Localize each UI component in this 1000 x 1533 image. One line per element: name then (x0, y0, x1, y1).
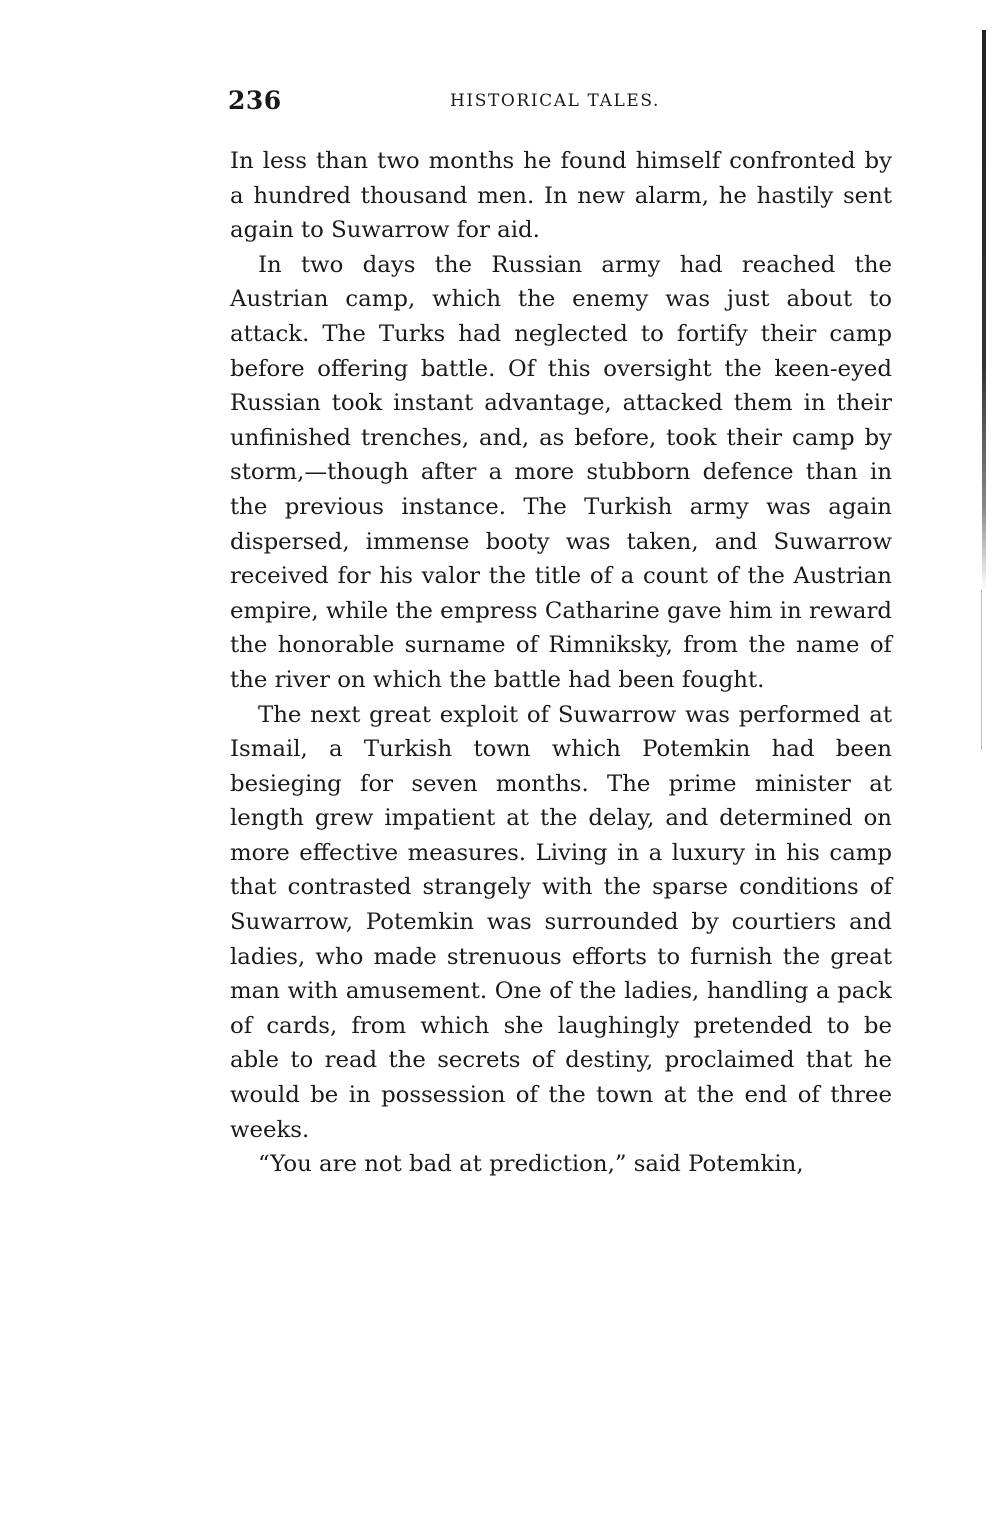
paragraph-4: “You are not bad at prediction,” said Potemkin, (258, 1151, 804, 1178)
body-text (230, 144, 892, 1182)
paragraph-3: The next great exploit of Suwarrow was performed at Ismail, a Turkish town which Potemkin had been besieging for seven months. The prime minister at length grew impatient at the delay, and determined on more effective measures. Living in a luxury in his camp that contrasted strangely with the sparse conditions of Suwarrow, Potemkin was surrounded by courtiers and ladies, who made strenuous efforts to furnish the great man with amusement. One of the ladies, handling a pack of cards, from which she laughingly pretended to be able to read the secrets of destiny, proclaimed that he would be in possession of the town at the end of three weeks. (230, 701, 892, 1143)
running-head: HISTORICAL TALES. (450, 91, 660, 111)
page-header (228, 86, 892, 118)
paragraph-2: In two days the Russian army had reached the Austrian camp, which the enemy was just about to attack. The Turks had neglected to fortify their camp before offering battle. Of this oversight the keen-eyed Russian took instant advantage, attacked them in their unfinished trenches, and, as before, took their camp by storm,—though after a more stubborn defence than in the previous instance. The Turkish army was again dispersed, immense booty was taken, and Suwarrow received for his valor the title of a count of the Austrian empire, while the empress Catharine gave him in reward the honorable surname of Rimniksky, from the name of the river on which the battle had been fought. (230, 251, 892, 693)
scan-edge-shadow (982, 30, 986, 590)
scan-edge-line (981, 590, 982, 750)
page-number: 236 (228, 86, 282, 115)
paragraph-1: In less than two months he found himself confronted by a hundred thousand men. In new alarm, he hastily sent again to Suwarrow for aid. (230, 148, 892, 244)
